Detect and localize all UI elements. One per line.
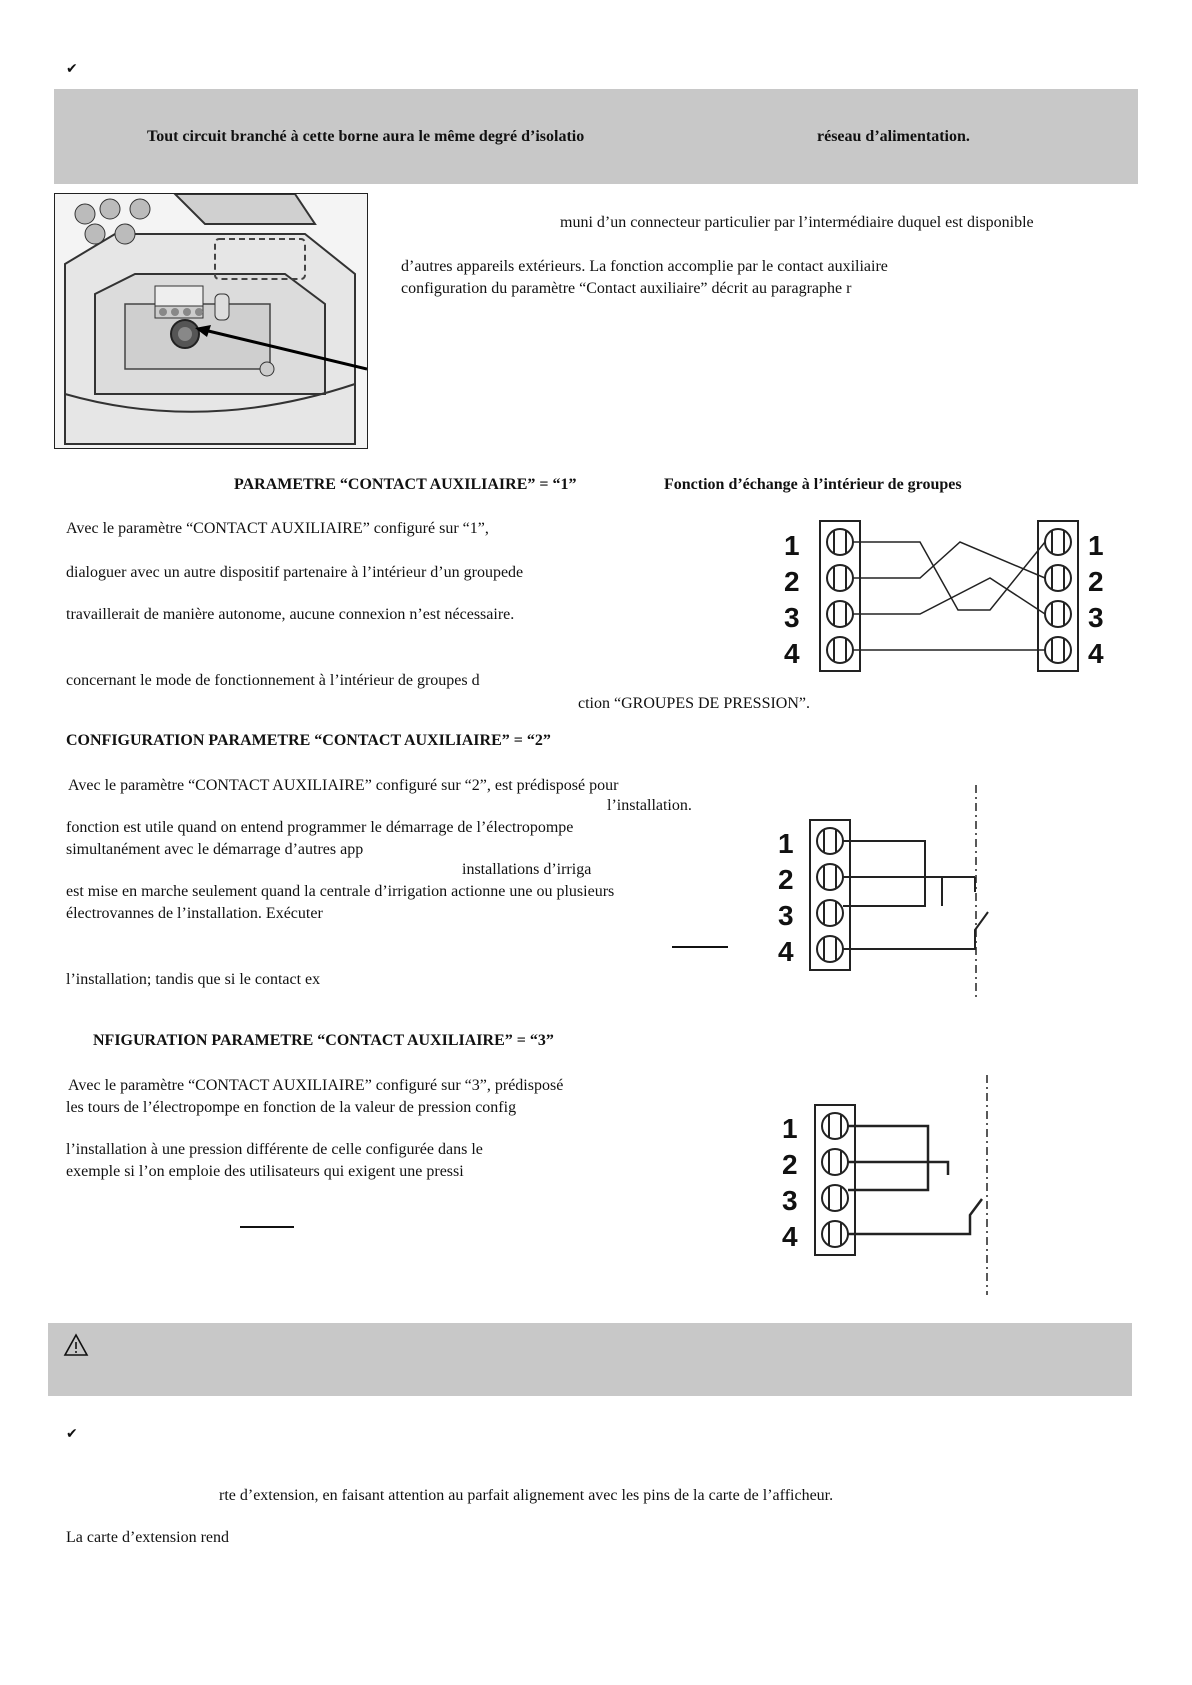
section3-heading: NFIGURATION PARAMETRE “CONTACT AUXILIAIRE” = “3”: [93, 1032, 554, 1049]
section3-line-1: Avec le paramètre “CONTACT AUXILIAIRE” configuré sur “3”, prédisposé: [68, 1077, 564, 1094]
intro-line-1: muni d’un connecteur particulier par l’intermédiaire duquel est disponible: [560, 214, 1034, 231]
section2-line-7: électrovannes de l’installation. Exécuter: [66, 905, 323, 922]
section2-line-5: installations d’irriga: [462, 861, 592, 878]
section1-line-5: ction “GROUPES DE PRESSION”.: [578, 695, 811, 712]
warning-triangle-icon: [63, 1333, 89, 1357]
section3-underline: [240, 1226, 294, 1228]
d3-label-3: 3: [782, 1185, 798, 1216]
section3-line-4: exemple si l’on emploie des utilisateurs qui exigent une pressi: [66, 1163, 464, 1180]
intro-line-2: d’autres appareils extérieurs. La fonction accomplie par le contact auxiliaire: [401, 258, 888, 275]
section2-line-8: l’installation; tandis que si le contact ex: [66, 971, 321, 988]
terminal-label-2-right: 2: [1088, 566, 1104, 597]
terminal-label-1: 1: [784, 530, 800, 561]
section2-heading: CONFIGURATION PARAMETRE “CONTACT AUXILIAIRE” = “2”: [66, 732, 551, 749]
section2-line-2: l’installation.: [607, 797, 692, 814]
section2-line-4: simultanément avec le démarrage d’autres app: [66, 841, 364, 858]
terminal-label-2: 2: [784, 566, 800, 597]
terminal-label-1-right: 1: [1088, 530, 1104, 561]
d3-label-4: 4: [782, 1221, 798, 1252]
bottom-line-2: La carte d’extension rend: [66, 1529, 230, 1546]
section1-line-4: concernant le mode de fonctionnement à l’intérieur de groupes d: [66, 672, 480, 689]
section3-line-3: l’installation à une pression différente de celle configurée dans le: [66, 1141, 483, 1158]
section2-line-1: Avec le paramètre “CONTACT AUXILIAIRE” configuré sur “2”, est prédisposé pour: [68, 777, 619, 794]
section1-heading: PARAMETRE “CONTACT AUXILIAIRE” = “1”: [234, 476, 577, 493]
d2-label-4: 4: [778, 936, 794, 967]
bottom-line-1: rte d’extension, en faisant attention au parfait alignement avec les pins de la carte de l’afficheur.: [219, 1487, 834, 1504]
section2-underline: [672, 946, 728, 948]
check-icon-bottom: ✔: [66, 1426, 78, 1442]
warning-band: [48, 1323, 1132, 1396]
terminal-label-4-right: 4: [1088, 638, 1104, 669]
section2-line-3: fonction est utile quand on entend programmer le démarrage de l’électropompe: [66, 819, 574, 836]
check-icon: ✔: [66, 61, 78, 77]
terminal-label-3: 3: [784, 602, 800, 633]
notice-text-left: Tout circuit branché à cette borne aura le même degré d’isolatio: [147, 128, 585, 145]
section1-line-2: dialoguer avec un autre dispositif partenaire à l’intérieur d’un groupede: [66, 564, 524, 581]
d2-label-1: 1: [778, 828, 794, 859]
section3-line-2: les tours de l’électropompe en fonction de la valeur de pression config: [66, 1099, 517, 1116]
d2-label-3: 3: [778, 900, 794, 931]
d3-label-1: 1: [782, 1113, 798, 1144]
device-photo: [54, 193, 368, 449]
notice-band: [54, 89, 1138, 184]
section2-line-6: est mise en marche seulement quand la centrale d’irrigation actionne une ou plusieurs: [66, 883, 615, 900]
intro-line-3: configuration du paramètre “Contact auxiliaire” décrit au paragraphe r: [401, 280, 852, 297]
device-photo-drawing: [55, 194, 367, 448]
section1-line-3: travaillerait de manière autonome, aucune connexion n’est nécessaire.: [66, 606, 515, 623]
section1-line-1: Avec le paramètre “CONTACT AUXILIAIRE” configuré sur “1”,: [66, 520, 489, 537]
aux-contact-3-wiring-diagram: [770, 1075, 1010, 1300]
aux-contact-2-wiring-diagram: [770, 780, 1010, 1005]
exchange-wiring-diagram: [770, 515, 1120, 675]
terminal-label-3-right: 3: [1088, 602, 1104, 633]
d2-label-2: 2: [778, 864, 794, 895]
section1-subheading: Fonction d’échange à l’intérieur de groupes: [664, 476, 962, 493]
terminal-label-4: 4: [784, 638, 800, 669]
notice-text-right: réseau d’alimentation.: [817, 128, 970, 145]
d3-label-2: 2: [782, 1149, 798, 1180]
